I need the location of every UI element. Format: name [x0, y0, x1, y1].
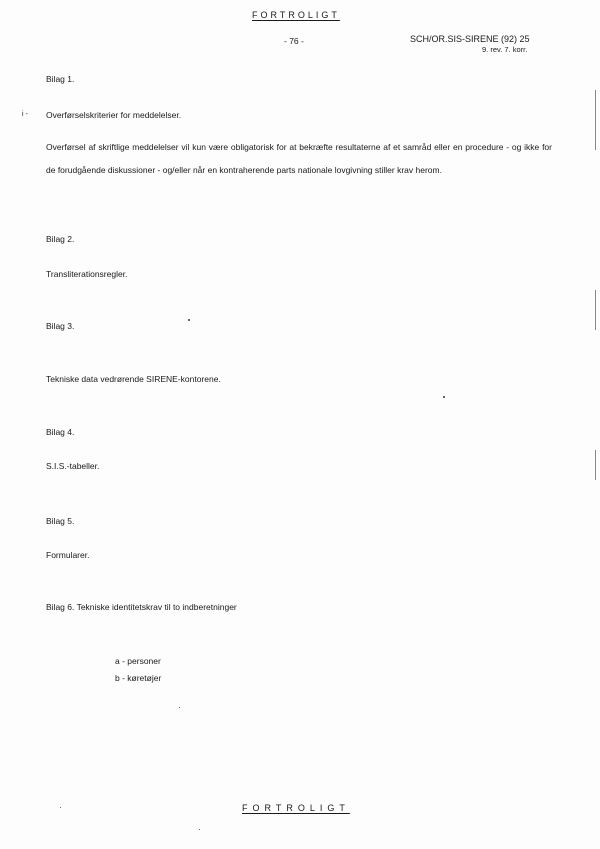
- annex-1-title: Overførselskriterier for meddelelser.: [46, 110, 182, 120]
- scan-speck: [188, 319, 190, 321]
- annex-2-title: Transliterationsregler.: [46, 269, 128, 279]
- scan-edge-mark: [595, 450, 596, 480]
- annex-3-label: Bilag 3.: [46, 321, 75, 331]
- scan-speck: [179, 707, 180, 708]
- classification-header: FORTROLIGT: [252, 10, 340, 20]
- revision-note: 9. rev. 7. korr.: [482, 45, 528, 54]
- annex-4-label: Bilag 4.: [46, 427, 75, 437]
- annex-3-title: Tekniske data vedrørende SIRENE-kontorene.: [46, 374, 221, 384]
- annex-6-item-a: a - personer: [115, 656, 161, 666]
- annex-4-title: S.I.S.-tabeller.: [46, 461, 100, 471]
- annex-6-label: Bilag 6.: [46, 602, 75, 612]
- scan-speck: [60, 807, 61, 808]
- classification-footer: FORTROLIGT: [242, 803, 350, 813]
- annex-2-label: Bilag 2.: [46, 234, 75, 244]
- annex-5-label: Bilag 5.: [46, 516, 75, 526]
- scan-speck: [443, 396, 445, 398]
- annex-1-paragraph: Overførsel af skriftlige meddelelser vil kun være obligatorisk for at bekræfte resultaterne af et samråd eller en procedure - og ikke for de forudgående diskussioner - og/eller når en kontraherende parts nationale lovgivning stiller krav herom.: [46, 142, 552, 175]
- scan-edge-mark: [595, 290, 596, 330]
- annex-5-title: Formularer.: [46, 550, 90, 560]
- scan-speck: [199, 829, 200, 830]
- margin-marker: i -: [22, 111, 28, 118]
- annex-1-label: Bilag 1.: [46, 74, 75, 84]
- page-number: - 76 -: [284, 36, 304, 46]
- scan-edge-mark: [595, 90, 596, 150]
- annex-6-item-b: b - køretøjer: [115, 673, 162, 683]
- annex-6-heading: [46, 602, 237, 612]
- annex-6-title: Tekniske identitetskrav til to indberetninger: [76, 602, 237, 612]
- document-reference: SCH/OR.SIS-SIRENE (92) 25: [410, 34, 530, 44]
